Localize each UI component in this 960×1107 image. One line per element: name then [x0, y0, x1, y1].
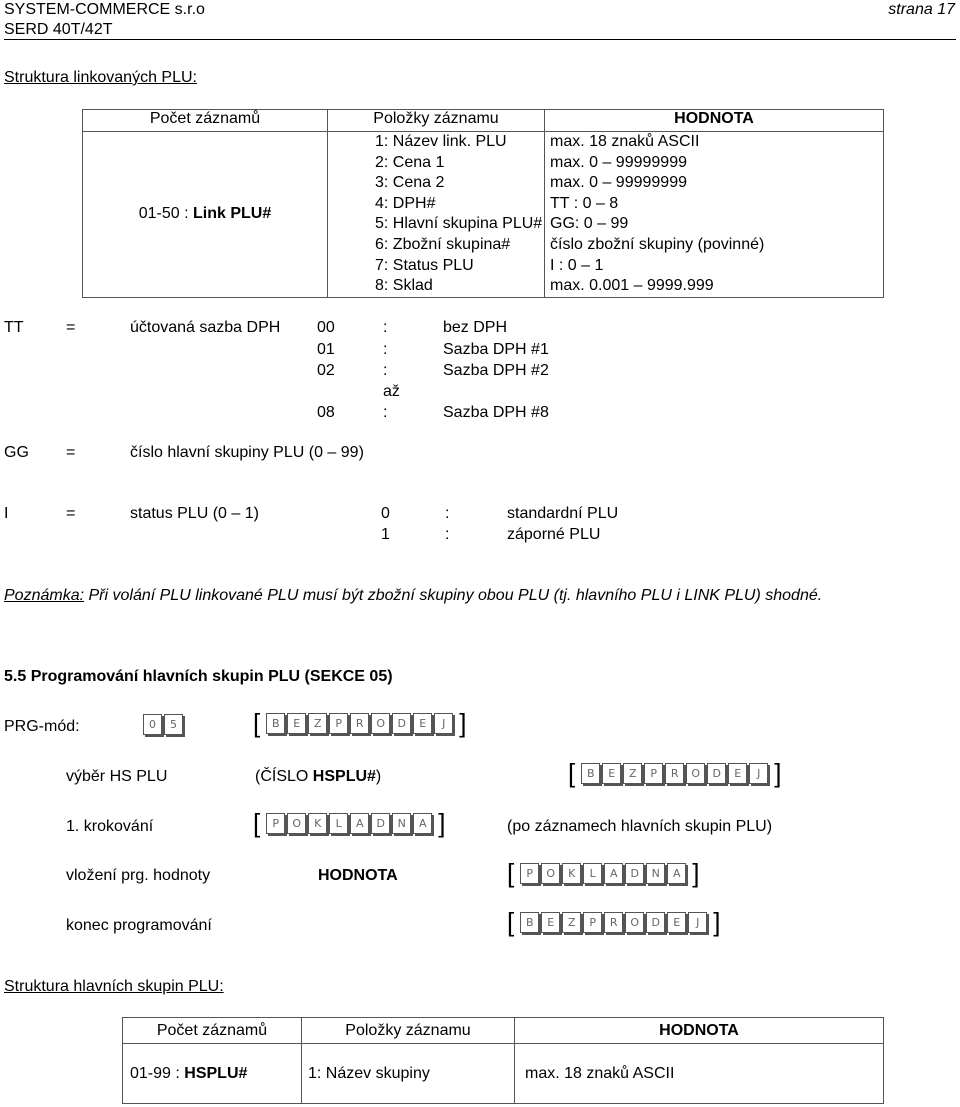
key-p[interactable]: P	[520, 863, 539, 884]
bracket-close: ]	[774, 758, 782, 788]
bracket-open: [	[568, 758, 576, 788]
step-scroll-label: 1. krokování	[66, 818, 154, 835]
key-a[interactable]: A	[667, 863, 686, 884]
device-model: SERD 40T/42T	[4, 21, 113, 38]
legend-tt-key: TT	[4, 319, 24, 336]
select-value-bold: HSPLU#	[312, 768, 376, 785]
record-value: max. 18 znaků ASCII	[515, 1044, 884, 1104]
record-item: 1: Název link. PLU	[375, 133, 507, 150]
legend-tt-eq: =	[66, 319, 76, 336]
company-name: SYSTEM-COMMERCE s.r.o	[4, 1, 205, 18]
bracket-open: [	[253, 708, 261, 738]
tt-code: 08	[317, 404, 335, 421]
step-pokladna-keys	[253, 809, 445, 837]
key-r[interactable]: R	[665, 763, 684, 784]
record-value: číslo zbožní skupiny (povinné)	[550, 235, 765, 253]
key-j[interactable]: J	[749, 763, 768, 784]
key-a[interactable]: A	[350, 813, 369, 834]
key-e[interactable]: E	[287, 713, 306, 734]
step-end-label: konec programování	[66, 917, 212, 934]
step-select-value	[255, 767, 381, 787]
key-o[interactable]: O	[541, 863, 560, 884]
key-b[interactable]: B	[581, 763, 600, 784]
record-value: I : 0 – 1	[550, 256, 604, 274]
tt-sep: :	[383, 319, 388, 336]
legend-gg-desc: číslo hlavní skupiny PLU (0 – 99)	[130, 444, 364, 461]
select-value-prefix: (ČÍSLO	[255, 768, 313, 785]
legend-i-eq: =	[66, 505, 76, 522]
key-n[interactable]: N	[392, 813, 411, 834]
key-o[interactable]: O	[371, 713, 390, 734]
record-item: 3: Cena 2	[375, 174, 445, 192]
header-value: HODNOTA	[515, 1018, 884, 1044]
record-value: max. 0 – 99999999	[550, 174, 687, 192]
insert-pokladna-keys	[507, 859, 699, 887]
note-label: Poznámka:	[4, 587, 85, 604]
record-type: Link PLU#	[193, 205, 272, 223]
key-e[interactable]: E	[728, 763, 747, 784]
key-5[interactable]: 5	[164, 714, 183, 735]
i-sep: :	[445, 526, 450, 543]
key-z[interactable]: Z	[308, 713, 327, 734]
record-item: 4: DPH#	[375, 194, 436, 212]
end-bezprodej-keys	[507, 908, 720, 936]
bracket-close: ]	[713, 907, 721, 937]
header-record-count: Počet záznamů	[123, 1018, 302, 1044]
header-record-items: Položky záznamu	[328, 110, 545, 132]
header-value: HODNOTA	[545, 110, 884, 132]
key-e[interactable]: E	[667, 912, 686, 933]
section-title-linked-plu: Struktura linkovaných PLU:	[4, 69, 197, 86]
key-p[interactable]: P	[329, 713, 348, 734]
key-k[interactable]: K	[562, 863, 581, 884]
legend-tt-desc: účtovaná sazba DPH	[130, 319, 281, 336]
tt-sep: :	[383, 341, 388, 358]
select-bezprodej-keys	[568, 759, 781, 787]
record-item: 7: Status PLU	[375, 256, 474, 274]
key-r[interactable]: R	[604, 912, 623, 933]
record-range: 01-99 :	[130, 1064, 185, 1082]
legend-gg-eq: =	[66, 444, 76, 461]
prg-mode-keys	[143, 710, 183, 738]
record-value: TT : 0 – 8	[550, 194, 619, 212]
key-o[interactable]: O	[686, 763, 705, 784]
i-code: 1	[381, 526, 390, 543]
record-items-cell	[328, 132, 545, 298]
key-e[interactable]: E	[602, 763, 621, 784]
step-scroll-note: (po záznamech hlavních skupin PLU)	[507, 818, 773, 835]
key-p[interactable]: P	[583, 912, 602, 933]
header-rule	[4, 39, 956, 40]
main-groups-table	[122, 1017, 884, 1104]
key-e[interactable]: E	[413, 713, 432, 734]
key-z[interactable]: Z	[623, 763, 642, 784]
tt-sep: :	[383, 404, 388, 421]
tt-text: Sazba DPH #1	[443, 341, 549, 358]
i-text: záporné PLU	[507, 526, 601, 543]
tt-code: 01	[317, 341, 335, 358]
bracket-open: [	[253, 808, 261, 838]
step-insert-label: vložení prg. hodnoty	[66, 867, 211, 884]
record-item: 5: Hlavní skupina PLU#	[375, 215, 543, 233]
page-number: strana 17	[888, 1, 955, 18]
tt-sep: :	[383, 362, 388, 379]
key-0[interactable]: 0	[143, 714, 162, 735]
legend-i-desc: status PLU (0 – 1)	[130, 505, 259, 522]
key-z[interactable]: Z	[562, 912, 581, 933]
key-l[interactable]: L	[329, 813, 348, 834]
record-value: GG: 0 – 99	[550, 215, 629, 233]
record-type: HSPLU#	[184, 1064, 248, 1082]
record-value: max. 18 znaků ASCII	[550, 133, 700, 150]
bezprodej-key-sequence	[253, 709, 466, 737]
key-b[interactable]: B	[520, 912, 539, 933]
bracket-close: ]	[438, 808, 446, 838]
record-range-cell	[123, 1044, 302, 1104]
i-sep: :	[445, 505, 450, 522]
bracket-close: ]	[459, 708, 467, 738]
section-title-main-groups: Struktura hlavních skupin PLU:	[4, 978, 224, 995]
prg-mode-label: PRG-mód:	[4, 718, 80, 735]
tt-code: 00	[317, 319, 335, 336]
key-p[interactable]: P	[644, 763, 663, 784]
record-range: 01-50 :	[138, 205, 194, 223]
record-item: 1: Název skupiny	[302, 1044, 515, 1104]
key-e[interactable]: E	[541, 912, 560, 933]
record-item: 8: Sklad	[375, 277, 433, 295]
i-code: 0	[381, 505, 390, 522]
tt-text: bez DPH	[443, 319, 508, 336]
i-text: standardní PLU	[507, 505, 619, 522]
key-o[interactable]: O	[287, 813, 306, 834]
key-p[interactable]: P	[266, 813, 285, 834]
bracket-close: ]	[692, 858, 700, 888]
key-a[interactable]: A	[604, 863, 623, 884]
record-value: max. 0 – 99999999	[550, 153, 687, 171]
key-d[interactable]: D	[646, 912, 665, 933]
tt-code: 02	[317, 362, 335, 379]
step-select-label: výběr HS PLU	[66, 768, 168, 785]
note-text: Při volání PLU linkované PLU musí být zbožní skupiny obou PLU (tj. hlavního PLU i LINK PLU) shodné.	[84, 587, 823, 604]
record-values-cell	[545, 132, 884, 298]
section-heading-5-5: 5.5 Programování hlavních skupin PLU (SEKCE 05)	[4, 668, 393, 685]
step-insert-value: HODNOTA	[318, 867, 398, 884]
key-l[interactable]: L	[583, 863, 602, 884]
key-j[interactable]: J	[434, 713, 453, 734]
select-value-suffix: )	[375, 768, 382, 785]
key-o[interactable]: O	[625, 912, 644, 933]
record-item: 2: Cena 1	[375, 153, 445, 171]
legend-gg-key: GG	[4, 444, 29, 461]
tt-text: Sazba DPH #8	[443, 404, 549, 421]
bracket-open: [	[507, 907, 515, 937]
record-value: max. 0.001 – 9999.999	[550, 277, 714, 295]
tt-text: Sazba DPH #2	[443, 362, 549, 379]
record-item: 6: Zbožní skupina#	[375, 235, 511, 253]
key-b[interactable]: B	[266, 713, 285, 734]
key-j[interactable]: J	[688, 912, 707, 933]
linked-plu-table	[82, 109, 884, 298]
key-d[interactable]: D	[707, 763, 726, 784]
bracket-open: [	[507, 858, 515, 888]
header-record-items: Položky záznamu	[302, 1018, 515, 1044]
legend-i-key: I	[4, 505, 9, 522]
key-d[interactable]: D	[625, 863, 644, 884]
note	[4, 586, 822, 606]
key-d[interactable]: D	[371, 813, 390, 834]
tt-range-word: až	[383, 383, 400, 400]
header-record-count: Počet záznamů	[83, 110, 328, 132]
key-n[interactable]: N	[646, 863, 665, 884]
key-d[interactable]: D	[392, 713, 411, 734]
key-k[interactable]: K	[308, 813, 327, 834]
record-range-cell	[83, 132, 328, 298]
key-r[interactable]: R	[350, 713, 369, 734]
key-a[interactable]: A	[413, 813, 432, 834]
